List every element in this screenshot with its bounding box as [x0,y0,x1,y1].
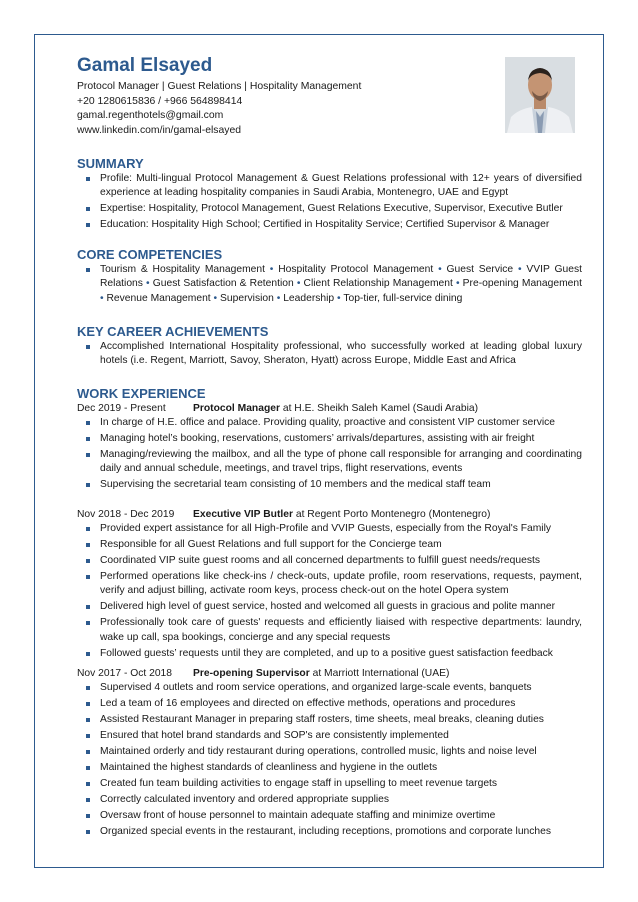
bullet-icon [86,734,90,738]
bullet-icon [86,798,90,802]
bullet-icon [86,453,90,457]
linkedin-link[interactable]: www.linkedin.com/in/gamal-elsayed [77,124,242,136]
bullet-icon [86,575,90,579]
summary-list [86,172,582,234]
job-3-duties [86,681,582,841]
competencies-list [86,263,582,308]
job-role: Protocol Manager [193,403,280,414]
list-item: Professionally took care of guests' requests and efficiently liaised with respective departments: laundry, wake up call, spa bookings, concierge and any special requests [86,616,582,645]
bullet-icon [86,483,90,487]
bullet-icon [86,830,90,834]
list-item: Education: Hospitality High School; Certified in Hospitality Service; Certified Supervisor & Manager [86,218,582,232]
list-item: Performed operations like check-ins / check-outs, update profile, room reservations, requests, payment, verify and adjust billing, activate room keys, process check-out on the hotel Opera system [86,570,582,599]
email[interactable]: gamal.regenthotels@gmail.com [77,110,224,121]
list-item: Created fun team building activities to engage staff in upselling to meet revenue targets [86,777,582,791]
bullet-icon [86,421,90,425]
bullet-icon [86,177,90,181]
job-employer: at Regent Porto Montenegro (Montenegro) [295,509,491,520]
job-header [77,402,478,416]
job-employer: at Marriott International (UAE) [312,668,450,679]
tagline: Protocol Manager | Guest Relations | Hospitality Management [77,81,362,92]
bullet-icon [86,543,90,547]
list-item: Correctly calculated inventory and ordered appropriate supplies [86,793,582,807]
bullet-icon [86,621,90,625]
bullet-icon [86,437,90,441]
bullet-icon [86,814,90,818]
profile-photo [505,57,575,133]
bullet-icon [86,345,90,349]
bullet-icon [86,652,90,656]
phone: +20 1280615836 / +966 564898414 [77,95,243,107]
list-item: Followed guests’ requests until they are completed, and up to a positive guest satisfaction feedback [86,647,582,661]
bullet-icon [86,750,90,754]
job-role: Pre-opening Supervisor [193,668,310,679]
list-item: In charge of H.E. office and palace. Providing quality, proactive and consistent VIP customer service [86,416,582,430]
job-1-duties [86,416,582,494]
list-item: Managing hotel’s booking, reservations, customers’ arrivals/departures, assisting with air freight [86,432,582,446]
job-dates: Nov 2018 - Dec 2019 [77,509,175,520]
list-item: Managing/reviewing the mailbox, and all the type of phone call responsible for arranging and coordinating daily and annual schedule, meetings, and travel trips, flight reservations, events [86,448,582,477]
list-item: Coordinated VIP suite guest rooms and all concerned departments to fulfill guest needs/requests [86,554,582,568]
list-item: Ensured that hotel brand standards and SOP's are consistently implemented [86,729,582,743]
job-employer: at H.E. Sheikh Saleh Kamel (Saudi Arabia) [282,403,479,414]
list-item: Assisted Restaurant Manager in preparing staff rosters, time sheets, meal breaks, cleaning duties [86,713,582,727]
list-item: Supervising the secretarial team consisting of 10 members and the medical staff team [86,478,582,492]
list-item: Responsible for all Guest Relations and full support for the Concierge team [86,538,582,552]
bullet-icon [86,766,90,770]
job-2-duties [86,522,582,663]
list-item: Supervised 4 outlets and room service operations, and organized large-scale events, banquets [86,681,582,695]
bullet-icon [86,686,90,690]
list-item: Tourism & Hospitality Management • Hospitality Protocol Management • Guest Service • VVIP Guest Relations • Guest Satisfaction & Retention • Client Relationship Management • Pre-opening Management • Revenue Management • Supervision • Leadership • Top-tier, full-service dining [86,263,582,306]
bullet-icon [86,223,90,227]
bullet-icon [86,527,90,531]
list-item: Maintained orderly and tidy restaurant during operations, controlled music, lights and noise level [86,745,582,759]
list-item: Delivered high level of guest service, hosted and welcomed all guests in gracious and polite manner [86,600,582,614]
job-role: Executive VIP Butler [193,509,293,520]
experience-title: WORK EXPERIENCE [77,386,206,401]
bullet-icon [86,702,90,706]
list-item: Organized special events in the restaurant, including receptions, promotions and corporate lunches [86,825,582,839]
list-item: Accomplished International Hospitality professional, who successfully worked at leading global luxury hotels (i.e. Regent, Marriott, Savoy, Sheraton, Hyatt) across Europe, Middle East and Africa [86,340,582,369]
achievements-list [86,340,582,370]
list-item: Expertise: Hospitality, Protocol Management, Guest Relations Executive, Supervisor, Executive Butler [86,202,582,216]
list-item: Oversaw front of house personnel to maintain adequate staffing and minimize overtime [86,809,582,823]
summary-title: SUMMARY [77,156,144,171]
job-dates: Nov 2017 - Oct 2018 [77,668,173,679]
bullet-icon [86,782,90,786]
candidate-name: Gamal Elsayed [77,55,213,76]
bullet-icon [86,605,90,609]
bullet-icon [86,207,90,211]
job-header [77,508,490,522]
bullet-icon [86,268,90,272]
bullet-icon [86,718,90,722]
job-header [77,667,449,681]
job-dates: Dec 2019 - Present [77,403,166,414]
list-item: Profile: Multi-lingual Protocol Management & Guest Relations professional with 12+ years of diversified experience at leading hospitality companies in Saudi Arabia, Montenegro, UAE and Egypt [86,172,582,201]
list-item: Led a team of 16 employees and directed on effective methods, operations and procedures [86,697,582,711]
achievements-title: KEY CAREER ACHIEVEMENTS [77,324,269,339]
list-item: Maintained the highest standards of cleanliness and hygiene in the outlets [86,761,582,775]
list-item: Provided expert assistance for all High-Profile and VVIP Guests, especially from the Royal's Family [86,522,582,536]
bullet-icon [86,559,90,563]
competencies-title: CORE COMPETENCIES [77,247,223,262]
